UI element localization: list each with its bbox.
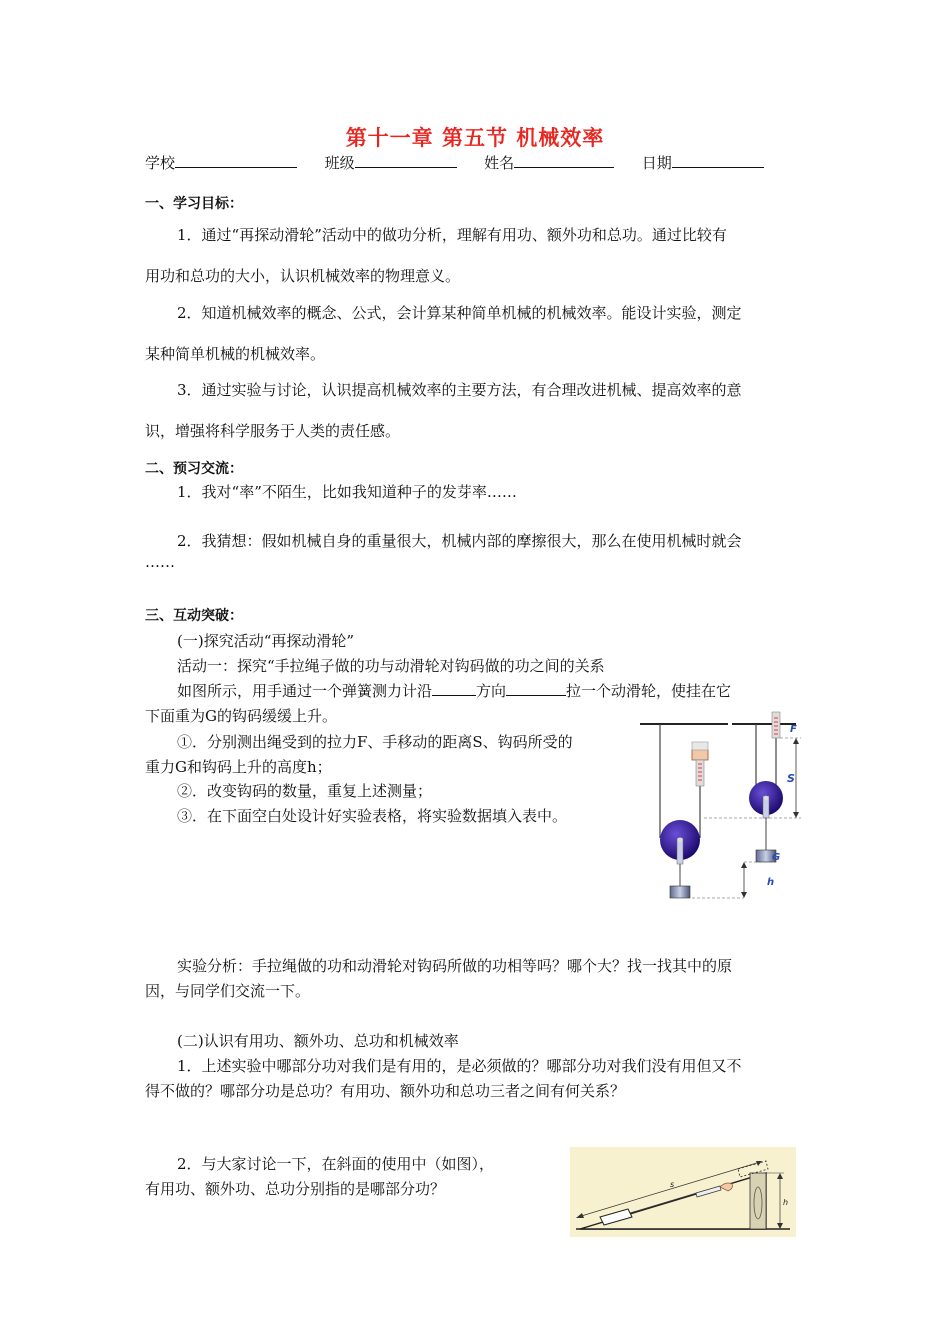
- hand-icon: [692, 742, 708, 760]
- page-title: 第十一章 第五节 机械效率: [345, 126, 605, 150]
- label-h: h: [783, 1198, 789, 1207]
- preview-2-line-1: 2．我猜想：假如机械自身的重量很大，机械内部的摩擦很大，那么在使用机械时就会: [177, 532, 742, 550]
- goal-1-line-1: 1．通过“再探动滑轮”活动中的做功分析，理解有用功、额外功和总功。通过比较有: [177, 226, 727, 244]
- school-label: 学校: [145, 154, 176, 172]
- step-1-line-2: 重力G和钩码上升的高度h；: [145, 758, 332, 776]
- date-blank[interactable]: [672, 153, 764, 168]
- question-2-line-2: 有用功、额外功、总功分别指的是哪部分功？: [145, 1180, 446, 1198]
- school-blank[interactable]: [175, 153, 297, 168]
- goal-3-line-1: 3．通过实验与讨论，认识提高机械效率的主要方法，有合理改进机械、提高效率的意: [177, 381, 742, 399]
- section-2-heading: 二、预习交流：: [145, 461, 243, 477]
- direction-blank-2[interactable]: [506, 681, 566, 696]
- question-1-line-2: 得不做的？哪部分功是总功？有用功、额外功和总功三者之间有何关系？: [145, 1082, 626, 1100]
- inclined-plane-figure: [570, 1147, 796, 1237]
- goal-1-line-2: 用功和总功的大小，认识机械效率的物理意义。: [145, 267, 461, 285]
- question-1-line-1: 1．上述实验中哪部分功对我们是有用的，是必须做的？哪部分功对我们没有用但又不: [177, 1057, 742, 1075]
- class-label: 班级: [324, 154, 355, 172]
- analysis-line-1: 实验分析：手拉绳做的功和动滑轮对钩码所做的功相等吗？哪个大？找一找其中的原: [177, 957, 733, 975]
- analysis-line-2: 因，与同学们交流一下。: [145, 982, 311, 1000]
- goal-3-line-2: 识，增强将科学服务于人类的责任感。: [145, 422, 401, 440]
- support-block: [750, 1173, 766, 1229]
- intro-line-2: 下面重为G的钩码缓缓上升。: [145, 707, 337, 725]
- section-1-heading: 一、学习目标：: [145, 196, 243, 212]
- activity-1: 活动一：探究“手拉绳子做的功与动滑轮对钩码做的功之间的关系: [177, 657, 605, 675]
- info-line: [145, 152, 764, 173]
- step-1-line-1: ①．分别测出绳受到的拉力F、手移动的距离S、钩码所受的: [177, 733, 573, 751]
- class-blank[interactable]: [355, 153, 457, 168]
- section-3-heading: 三、互动突破：: [145, 608, 243, 624]
- spring-scale-right: [772, 712, 780, 738]
- preview-1: 1．我对“率”不陌生，比如我知道种子的发芽率……: [177, 483, 517, 501]
- movable-pulley-figure: [636, 710, 822, 902]
- step-3: ③．在下面空白处设计好实验表格，将实验数据填入表中。: [177, 807, 568, 825]
- question-2-line-1: 2．与大家讨论一下，在斜面的使用中（如图），: [177, 1155, 495, 1173]
- label-G: G: [772, 852, 781, 863]
- subsection-1: (一)探究活动“再探动滑轮”: [177, 632, 355, 650]
- name-blank[interactable]: [514, 153, 614, 168]
- name-label: 姓名: [484, 154, 515, 172]
- pulley-right: [749, 781, 783, 818]
- weight-left: [670, 886, 690, 898]
- direction-blank-1[interactable]: [432, 681, 476, 696]
- label-h: h: [767, 877, 775, 888]
- goal-2-line-1: 2．知道机械效率的概念、公式，会计算某种简单机械的机械效率。能设计实验，测定: [177, 304, 742, 322]
- step-2: ②．改变钩码的数量，重复上述测量；: [177, 782, 433, 800]
- label-s: s: [670, 1180, 675, 1189]
- goal-2-line-2: 某种简单机械的机械效率。: [145, 345, 326, 363]
- label-S: S: [787, 772, 795, 785]
- pulley-left: [660, 820, 700, 864]
- date-label: 日期: [641, 154, 672, 172]
- preview-2-line-2: ……: [145, 553, 175, 571]
- intro-line-1: 如图所示，用手通过一个弹簧测力计沿 方向 拉一个动滑轮，使挂在它: [177, 682, 732, 700]
- subsection-2: (二)认识有用功、额外功、总功和机械效率: [177, 1032, 459, 1050]
- spring-scale-left: [696, 760, 704, 786]
- label-F: F: [790, 724, 797, 735]
